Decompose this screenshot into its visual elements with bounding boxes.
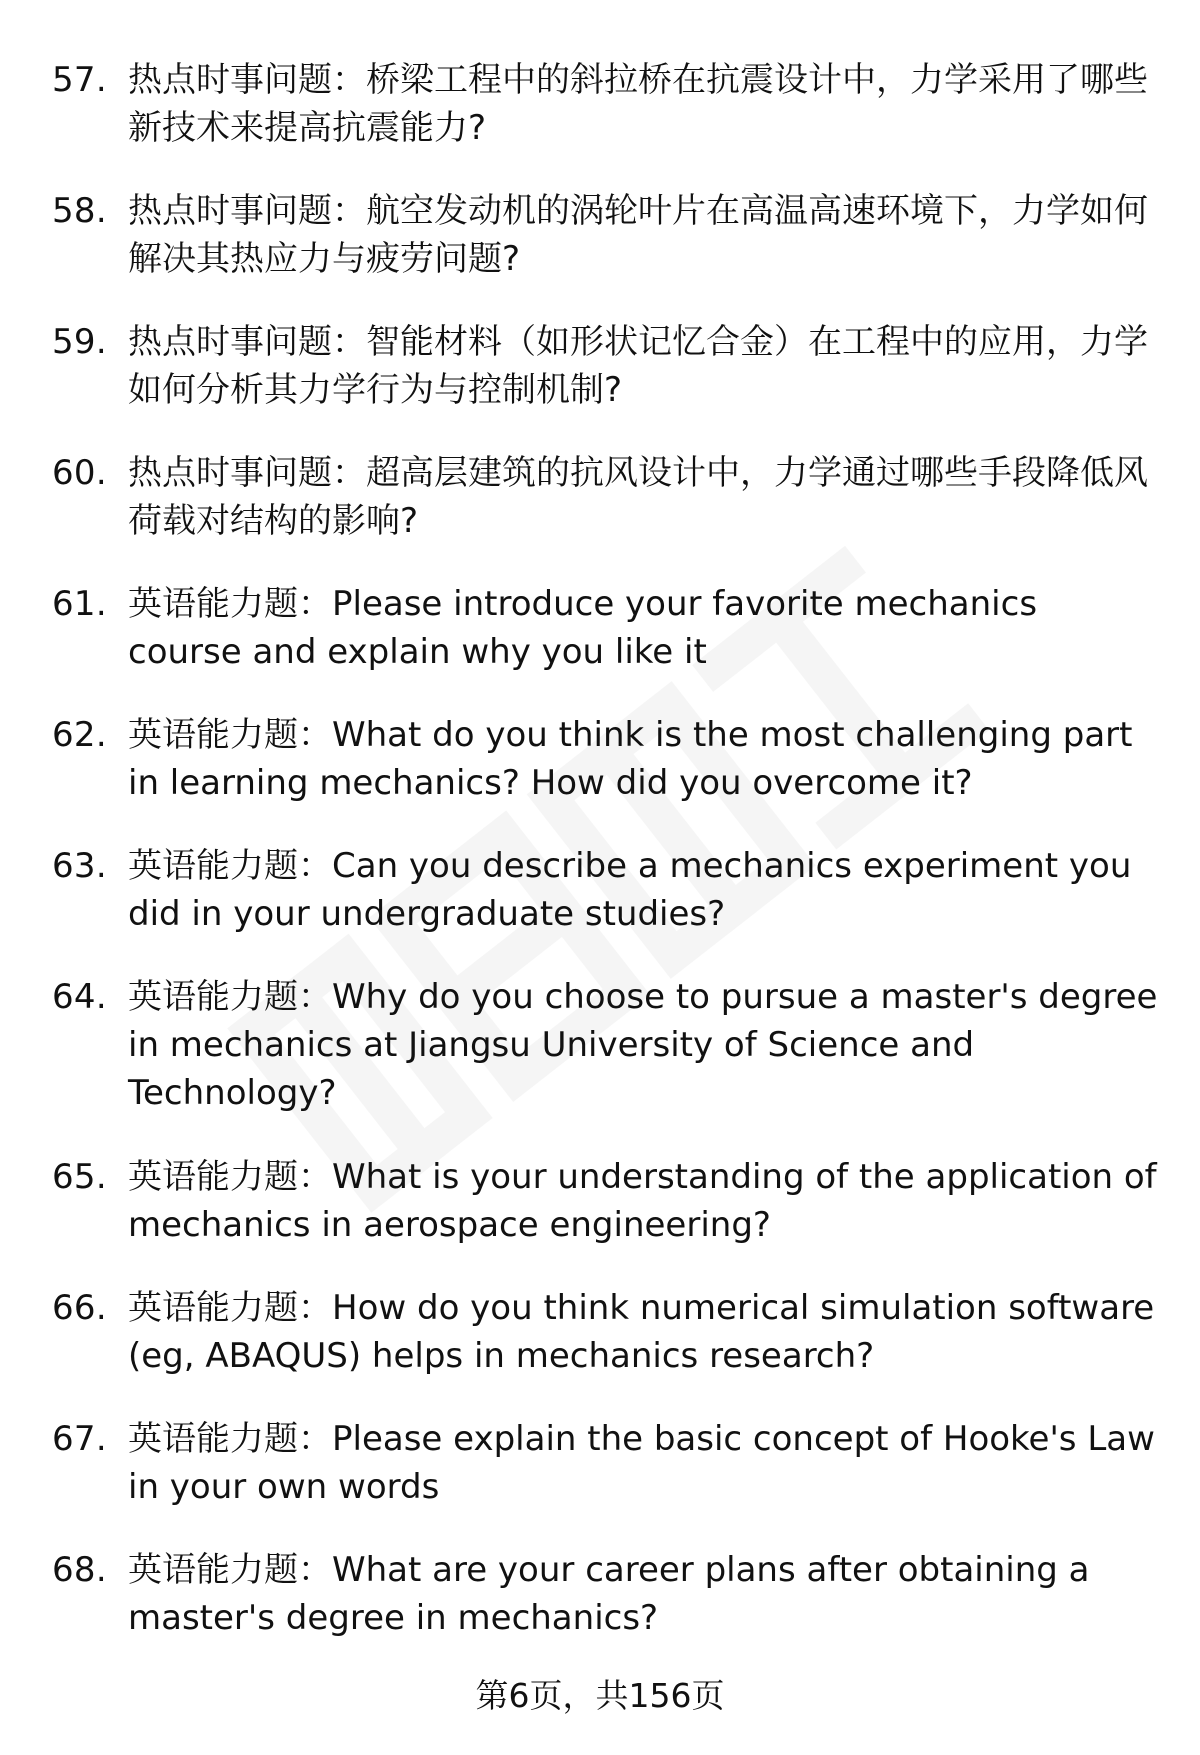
question-category: 英语能力题： [128,1157,332,1197]
question-number: 67. [52,1419,107,1459]
question-number: 61. [52,584,107,624]
question-item [0,56,1200,166]
question-item [0,1153,1200,1263]
question-body [128,711,1158,807]
question-number: 68. [52,1550,107,1590]
question-number: 64. [52,977,107,1017]
question-text: Can you describe a mechanics experiment you did in your undergraduate studies? [128,846,1132,934]
question-category: 热点时事问题： [128,322,366,362]
question-item [0,711,1200,821]
question-category: 英语能力题： [128,846,332,886]
question-body [128,1284,1158,1380]
question-category: 英语能力题： [128,1550,332,1590]
question-category: 英语能力题： [128,1288,332,1328]
question-body [128,56,1158,152]
question-body [128,842,1158,938]
question-body [128,187,1158,283]
question-body [128,1546,1158,1642]
question-item [0,580,1200,690]
question-body [128,449,1158,545]
question-number: 65. [52,1157,107,1197]
question-text: 桥梁工程中的斜拉桥在抗震设计中，力学采用了哪些新技术来提高抗震能力? [128,60,1148,148]
question-text: Please introduce your favorite mechanics course and explain why you like it [128,584,1038,672]
question-text: Why do you choose to pursue a master's degree in mechanics at Jiangsu University of Science and Technology? [128,977,1158,1113]
question-number: 62. [52,715,107,755]
question-item [0,1415,1200,1525]
question-list [0,56,1200,1677]
question-text: What is your understanding of the application of mechanics in aerospace engineering? [128,1157,1157,1245]
question-category: 热点时事问题： [128,60,366,100]
question-item [0,449,1200,559]
question-body [128,1153,1158,1249]
question-item [0,187,1200,297]
question-text: What do you think is the most challenging part in learning mechanics? How did you overcome it? [128,715,1133,803]
question-body [128,1415,1158,1511]
question-number: 66. [52,1288,107,1328]
question-number: 63. [52,846,107,886]
question-category: 热点时事问题： [128,191,366,231]
question-number: 57. [52,60,107,100]
question-text: 航空发动机的涡轮叶片在高温高速环境下，力学如何解决其热应力与疲劳问题? [128,191,1148,279]
question-item [0,1284,1200,1394]
question-body [128,973,1158,1117]
question-category: 英语能力题： [128,977,332,1017]
question-category: 热点时事问题： [128,453,366,493]
question-text: What are your career plans after obtaining a master's degree in mechanics? [128,1550,1090,1638]
question-item [0,318,1200,428]
question-item [0,842,1200,952]
question-text: 超高层建筑的抗风设计中，力学通过哪些手段降低风荷载对结构的影响? [128,453,1148,541]
question-category: 英语能力题： [128,584,332,624]
question-number: 60. [52,453,107,493]
question-text: Please explain the basic concept of Hooke's Law in your own words [128,1419,1155,1507]
question-item [0,973,1200,1131]
question-category: 英语能力题： [128,715,332,755]
question-text: How do you think numerical simulation software (eg, ABAQUS) helps in mechanics research? [128,1288,1155,1376]
question-number: 58. [52,191,107,231]
question-text: 智能材料（如形状记忆合金）在工程中的应用，力学如何分析其力学行为与控制机制? [128,322,1148,410]
question-body [128,580,1158,676]
question-number: 59. [52,322,107,362]
page-footer: 第6页，共156页 [475,1676,725,1715]
question-item [0,1546,1200,1656]
question-body [128,318,1158,414]
question-category: 英语能力题： [128,1419,332,1459]
